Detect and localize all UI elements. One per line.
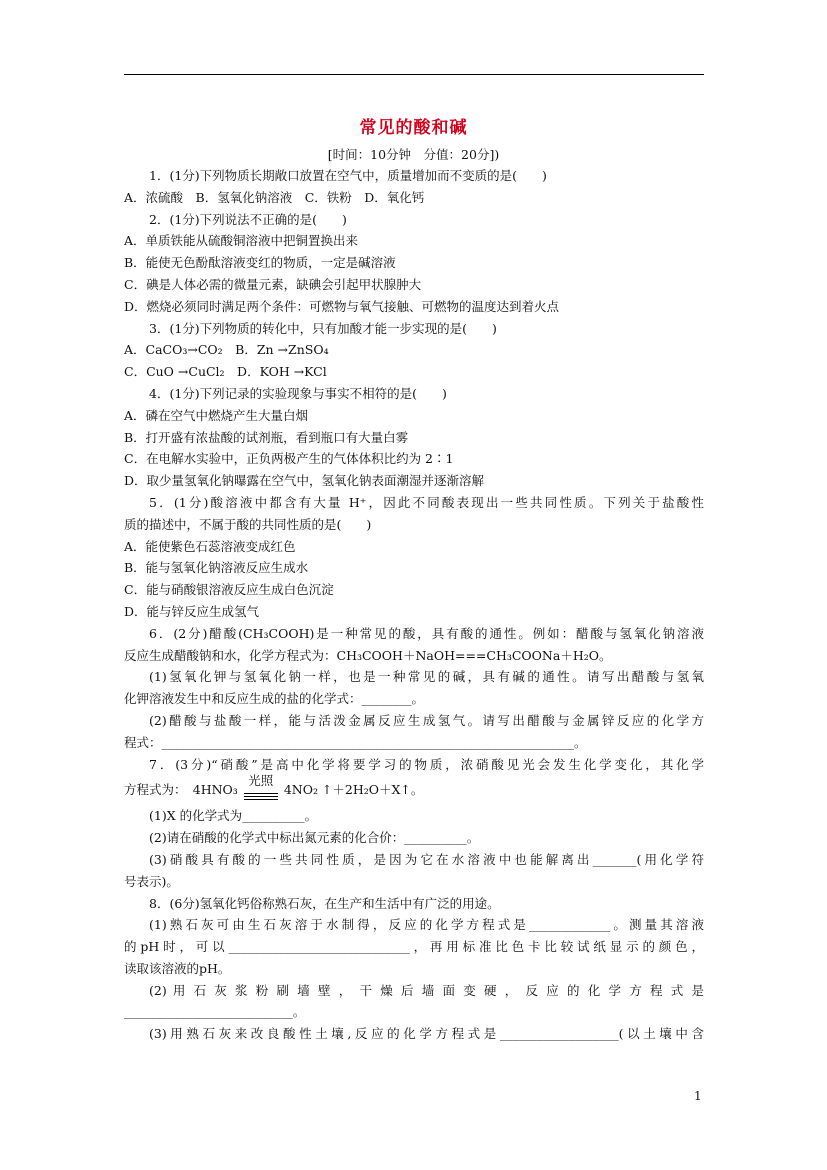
text-line-q8e: ___________________________。 <box>124 1004 306 1020</box>
text-line-q7d: 号表示)。 <box>124 873 179 889</box>
text-line-q4: 4．(1分)下列记录的实验现象与事实不相符的是( ) <box>149 385 447 401</box>
questions-7-to-8 <box>124 805 704 1045</box>
text-line-q5: 5．(1分)酸溶液中都含有大量 H⁺，因此不同酸表现出一些共同性质。下列关于盐酸性 <box>149 494 704 510</box>
text-line-q2a: A．单质铁能从硫酸铜溶液中把铜置换出来 <box>124 233 359 249</box>
text-line-q6: 6．(2分)醋酸(CH₃COOH)是一种常见的酸，具有酸的通性。例如：醋酸与氢氧化钠溶液 <box>149 625 704 641</box>
text-line-q5ob: B．能与氢氧化钠溶液反应生成水 <box>124 560 309 576</box>
text-line-q6e: (2)醋酸与盐酸一样，能与活泼金属反应生成氢气。请写出醋酸与金属锌反应的化学方 <box>149 712 704 728</box>
equals-bar-top <box>244 793 278 794</box>
page-number: 1 <box>694 1089 702 1103</box>
question-body <box>124 165 704 1045</box>
questions-1-to-6 <box>124 165 704 754</box>
text-line-q8d: (2) 用 石 灰 浆 粉 刷 墙 壁 ， 干 燥 后 墙 面 变 硬 ， 反 应 的 化 学 方 程 式 是 <box>149 982 704 998</box>
header-rule <box>124 74 704 75</box>
text-line-q4c: C．在电解水实验中，正负两极产生的气体体积比约为 2∶1 <box>124 451 454 467</box>
text-line-q8: 8．(6分)氢氧化钙俗称熟石灰，在生产和生活中有广泛的用途。 <box>149 895 500 911</box>
text-line-q4b: B．打开盛有浓盐酸的试剂瓶，看到瓶口有大量白雾 <box>124 429 409 445</box>
text-line-q2: 2．(1分)下列说法不正确的是( ) <box>149 211 347 227</box>
text-line-q8f: (3)用熟石灰来改良酸性土壤,反应的化学方程式是___________________(以土壤中含 <box>149 1026 704 1042</box>
equals-bar-mid <box>244 796 278 797</box>
text-line-q8b: 的pH时，可以_____________________________，再用标准比色卡比较试纸显示的颜色， <box>124 939 704 955</box>
text-line-q7c: (3)硝酸具有酸的一些共同性质，是因为它在水溶液中也能解离出_______(用化学符 <box>149 851 704 867</box>
q7-equation-left: 方程式为： 4HNO₃ <box>124 782 238 798</box>
reaction-condition <box>242 772 280 805</box>
text-line-q7b: (2)请在硝酸的化学式中标出氮元素的化合价：__________。 <box>149 830 480 846</box>
text-line-q1a: A．浓硫酸 B．氢氧化钠溶液 C．铁粉 D．氧化钙 <box>124 189 425 205</box>
text-line-q3: 3．(1分)下列物质的转化中，只有加酸才能一步实现的是( ) <box>149 320 497 336</box>
text-line-q3a: A．CaCO₃→CO₂ B．Zn →ZnSO₄ <box>124 342 329 358</box>
text-line-q8c: 读取该溶液的pH。 <box>124 960 231 976</box>
equals-bar-bottom <box>244 799 278 800</box>
text-line-q6f: 程式：__________________________________________________________________。 <box>124 734 587 750</box>
q7-equation <box>124 772 704 805</box>
text-line-q1: 1．(1分)下列物质长期敞口放置在空气中，质量增加而不变质的是( ) <box>149 168 547 183</box>
text-line-q6b: 反应生成醋酸钠和水，化学方程式为：CH₃COOH＋NaOH===CH₃COONa＋H₂O。 <box>124 647 612 663</box>
text-line-q7a: (1)X 的化学式为__________。 <box>149 808 318 824</box>
text-line-q8a: (1)熟石灰可由生石灰溶于水制得，反应的化学方程式是_____________。测量其溶液 <box>149 917 704 933</box>
condition-label: 光照 <box>248 772 274 788</box>
q7-line: 7．(3分)“硝酸”是高中化学将要学习的物质，浓硝酸见光会发生化学变化，其化学 <box>149 756 704 772</box>
text-line-q2c: C．碘是人体必需的微量元素，缺碘会引起甲状腺肿大 <box>124 276 422 292</box>
q7-equation-right: 4NO₂ ↑＋2H₂O＋X↑。 <box>283 782 424 798</box>
text-line-q4a: A．磷在空气中燃烧产生大量白烟 <box>124 407 309 423</box>
text-line-q2d: D．燃烧必须同时满足两个条件：可燃物与氧气接触、可燃物的温度达到着火点 <box>124 298 560 314</box>
page-title: 常见的酸和碱 <box>359 118 468 138</box>
text-line-q5od: D．能与锌反应生成氢气 <box>124 603 260 619</box>
text-line-q5oa: A．能使紫色石蕊溶液变成红色 <box>124 538 296 554</box>
text-line-q6d: 化钾溶液发生中和反应生成的盐的化学式：________。 <box>124 691 425 707</box>
text-line-q6c: (1)氢氧化钾与氢氧化钠一样，也是一种常见的碱，具有碱的通性。请写出醋酸与氢氧 <box>149 669 704 685</box>
text-line-q3c: C．CuO →CuCl₂ D．KOH →KCl <box>124 364 327 380</box>
page-subtitle: [时间：10分钟 分值：20分]) <box>327 147 500 162</box>
text-line-q5oc: C．能与硝酸银溶液反应生成白色沉淀 <box>124 582 334 598</box>
text-line-q5b: 质的描述中，不属于酸的共同性质的是( ) <box>124 516 372 532</box>
text-line-q2b: B．能使无色酚酞溶液变红的物质，一定是碱溶液 <box>124 255 396 271</box>
text-line-q4d: D．取少量氢氧化钠曝露在空气中，氢氧化钠表面潮湿并逐渐溶解 <box>124 473 485 489</box>
